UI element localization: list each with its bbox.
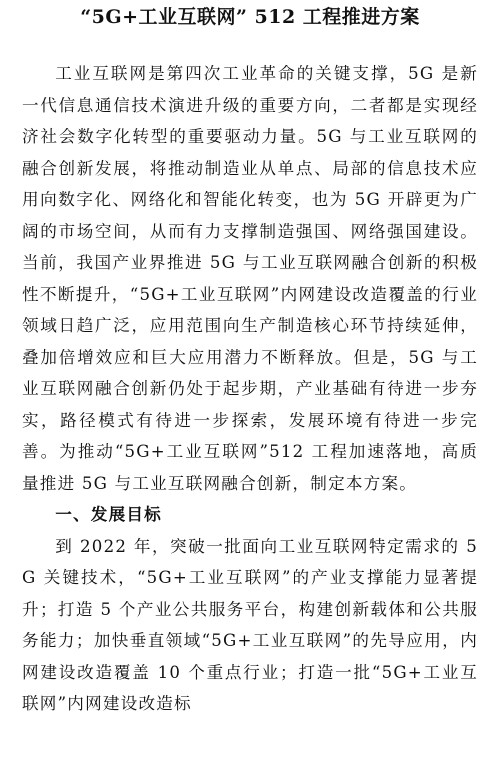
intro-paragraph: 工业互联网是第四次工业革命的关键支撑，5G 是新一代信息通信技术演进升级的重要方向，二者都是实现经济社会数字化转型的重要驱动力量。5G 与工业互联网的融合创新发展，将推动制造业从单点、局部的信息技术应用向数字化、网络化和智能化转变，也为 5G 开辟更为广阔的市场空间，从而有力支撑制造强国、网络强国建设。当前，我国产业界推进 5G 与工业互联网融合创新的积极性不断提升，“5G+工业互联网”内网建设改造覆盖的行业领域日趋广泛，应用范围向生产制造核心环节持续延伸，叠加倍增效应和巨大应用潜力不断释放。但是，5G 与工业互联网融合创新仍处于起步期，产业基础有待进一步夯实，路径模式有待进一步探索，发展环境有待进一步完善。为推动“5G+工业互联网”512 工程加速落地，高质量推进 5G 与工业互联网融合创新，制定本方案。	[22, 64, 478, 493]
section-heading-development-goals: 一、发展目标	[55, 504, 162, 524]
section-paragraph: 到 2022 年，突破一批面向工业互联网特定需求的 5G 关键技术，“5G+工业互联网”的产业支撑能力显著提升；打造 5 个产业公共服务平台，构建创新载体和公共服务能力；加快垂直领域“5G+工业互联网”的先导应用，内网建设改造覆盖 10 个重点行业；打造一批“5G+工业互联网”内网建设改造标	[22, 536, 478, 713]
document-title: “5G+工业互联网” 512 工程推进方案	[80, 6, 420, 28]
